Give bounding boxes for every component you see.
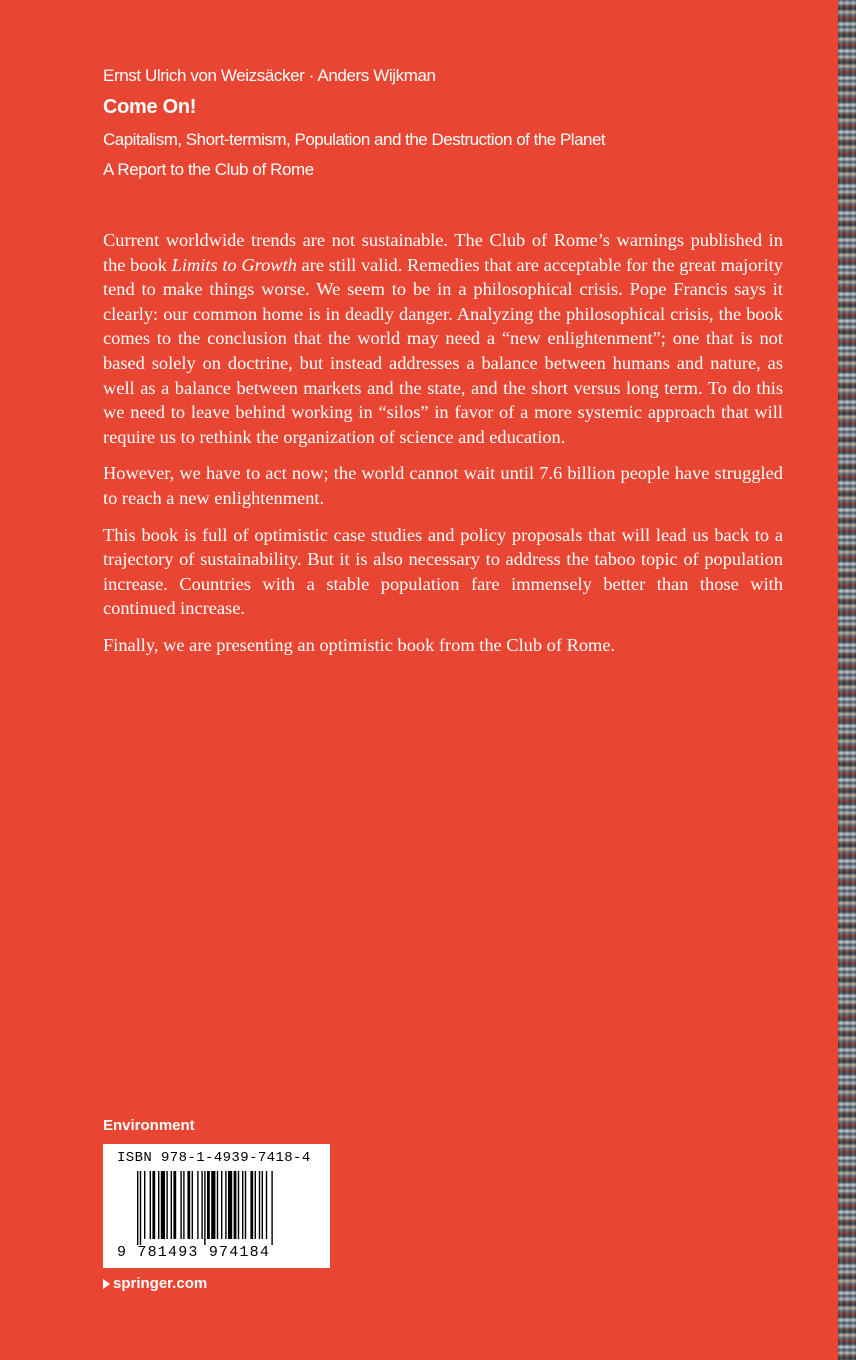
barcode-bar: [262, 1171, 263, 1239]
barcode: [103, 1144, 330, 1268]
book-title: Come On!: [103, 96, 197, 118]
blurb-paragraph-3: This book is full of optimistic case studies and policy proposals that will lead us back to a trajectory of sustainability. But it is also necessary to address the taboo topic of population increase. Countries with a stable population fare immensely better than those with continued increase.: [103, 524, 783, 619]
barcode-bar: [250, 1171, 253, 1239]
barcode-bar: [234, 1171, 237, 1239]
blurb-paragraph-4: Finally, we are presenting an optimistic book from the Club of Rome.: [103, 634, 616, 655]
blurb-paragraph-1: [103, 228, 783, 449]
isbn-label: ISBN 978-1-4939-7418-4: [117, 1150, 311, 1166]
barcode-bar: [228, 1171, 232, 1239]
barcode-bar: [221, 1171, 222, 1239]
barcode-bar: [192, 1171, 193, 1239]
barcode-bar: [173, 1171, 176, 1239]
barcode-bar: [183, 1171, 184, 1239]
barcode-bar: [238, 1171, 239, 1239]
barcode-bar: [255, 1171, 256, 1239]
barcode-bar: [161, 1171, 165, 1239]
book-reference: Limits to Growth: [171, 254, 297, 275]
blurb-p1-start: Current worldwide trends are not sustainable. The Club of Rome’s warnings published in the book: [103, 230, 783, 275]
barcode-bar: [152, 1171, 155, 1239]
book-subtitle: Capitalism, Short-termism, Population and the Destruction of the Planet: [103, 130, 606, 149]
barcode-bar: [211, 1171, 215, 1239]
barcode-bar: [259, 1171, 260, 1239]
barcode-bar: [242, 1171, 243, 1239]
blurb-p1-end: are still valid. Remedies that are acceptable for the great majority tend to make things worse. We seem to be in a philosophical crisis. Pope Francis says it clearly: our common home is in deadly danger. Analyzing the philosophical crisis, the book comes to the conclusion that the world may need a “new enlightenment”; one that is not based solely on doctrine, but instead addresses a balance between humans and nature, as well as a balance between markets and the state, and the short versus long term. To do this we need to leave behind working in “silos” in favor of a more systemic approach that will require us to rethink the organization of science and education.: [103, 254, 783, 447]
barcode-bar: [266, 1171, 267, 1239]
barcode-bar: [217, 1171, 218, 1239]
report-line: A Report to the Club of Rome: [103, 160, 314, 179]
publisher-link[interactable]: [103, 1275, 207, 1292]
barcode-bar: [144, 1171, 145, 1239]
blurb: [103, 228, 783, 670]
authors: Ernst Ulrich von Weizsäcker · Anders Wijkman: [103, 66, 436, 85]
arrow-right-icon: [103, 1279, 110, 1289]
barcode-bar: [245, 1171, 246, 1239]
category-label: Environment: [103, 1117, 195, 1134]
blurb-paragraph-2: However, we have to act now; the world cannot wait until 7.6 billion people have struggled to reach a new enlightenment.: [103, 463, 783, 508]
front-cover-edge: [838, 0, 856, 1360]
barcode-bar: [158, 1171, 159, 1239]
barcode-bar: [171, 1171, 172, 1239]
barcode-digits: 9 781493 974184: [117, 1244, 271, 1261]
barcode-bar: [166, 1171, 167, 1239]
barcode-bar: [197, 1171, 198, 1239]
barcode-bar: [204, 1171, 205, 1245]
barcode-bar: [225, 1171, 226, 1239]
barcode-bar: [207, 1171, 210, 1239]
barcode-bar: [137, 1171, 138, 1245]
barcode-bar: [271, 1171, 272, 1245]
barcode-bar: [180, 1171, 181, 1239]
barcode-bar: [150, 1171, 151, 1239]
barcode-bar: [187, 1171, 190, 1239]
website-text: springer.com: [113, 1275, 208, 1292]
barcode-bar: [140, 1171, 141, 1245]
barcode-bar: [201, 1171, 202, 1239]
